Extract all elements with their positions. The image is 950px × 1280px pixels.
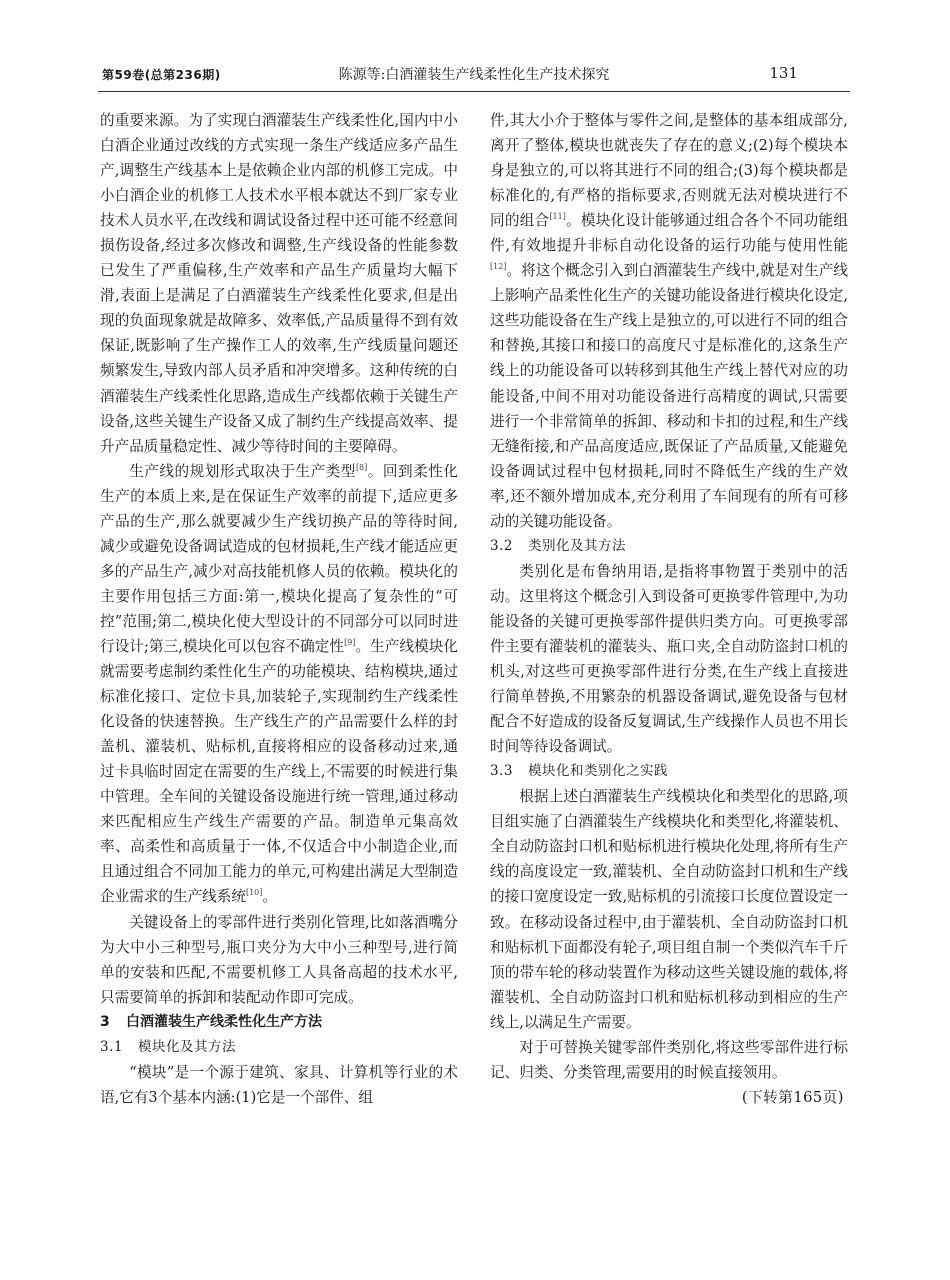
citation: [8] (355, 462, 368, 472)
paragraph: “模块”是一个源于建筑、家具、计算机等行业的术语,它有3个基本内涵:(1)它是一个部件、组 (100, 1063, 458, 1106)
paragraph: 关键设备上的零部件进行类别化管理,比如落酒嘴分为大中小三种型号,瓶口夹分为大中小三种型号,进行简单的安装和匹配,不需要机修工人具备高超的技术水平,只需要简单的拆卸和装配动作即可完成。 (100, 913, 458, 1006)
paragraph: 对于可替换关键零部件类别化,将这些零部件进行标记、归类、分类管理,需要用的时候直接领用。 (490, 1038, 848, 1081)
text-span: 生产线的规划形式取决于生产类型 (129, 462, 356, 480)
running-title: 陈源等:白酒灌装生产线柔性化生产技术探究 (338, 67, 610, 83)
subsection-heading (100, 1035, 458, 1060)
continued-note: (下转第165页) (741, 1088, 844, 1106)
text-span: 。模块化设计能够通过组合各个不同功能组件,有效地提升非标自动化设备的运行功能与使用性能 (490, 212, 848, 255)
paragraph: 的重要来源。为了实现白酒灌装生产线柔性化,国内中小白酒企业通过改线的方式实现一条生产线适应多产品生产,调整生产线基本上是依赖企业内部的机修工完成。中小白酒企业的机修工人技术水平根本就达不到厂家专业技术人员水平,在改线和调试设备过程中还可能不经意间损伤设备,经过多次修改和调整,生产线设备的性能参数已发生了严重偏移,生产效率和产品生产质量均大幅下滑,表面上是满足了白酒灌装生产线柔性化要求,但是出现的负面现象就是故障多、效率低,产品质量得不到有效保证,既影响了生产操作工人的效率,生产线质量问题还频繁发生,导致内部人员矛盾和冲突增多。这种传统的白酒灌装生产线柔性化思路,造成生产线都依赖于关键生产设备,这些关键生产设备又成了制约生产线提高效率、提升产品质量稳定性、减少等待时间的主要障碍。 (100, 112, 458, 455)
citation: [11] (549, 212, 566, 222)
subsection-number: 3.3 (490, 763, 513, 780)
section-title: 白酒灌装生产线柔性化生产方法 (126, 1013, 322, 1030)
page-header (98, 64, 850, 86)
section-number: 3 (100, 1013, 110, 1030)
subsection-heading (490, 534, 848, 559)
paragraph: 类别化是布鲁纳用语,是指将事物置于类别中的活动。这里将这个概念引入到设备可更换零件管理中,为功能设备的关键可更换零部件提供归类方向。可更换零部件主要有灌装机的灌装头、瓶口夹,全自动防盗封口机的机头,对这些可更换零部件进行分类,在生产线上直接进行简单替换,不用繁杂的机器设备调试,避免设备与包材配合不好造成的设备反复调试,生产线操作人员也不用长时间等待设备调试。 (490, 562, 848, 756)
citation: [10] (245, 888, 263, 898)
subsection-title: 类别化及其方法 (528, 537, 626, 554)
text-span: 。将这个概念引入到白酒灌装生产线中,就是对生产线上影响产品柔性化生产的关键功能设备进行模块化设定,这些功能设备在生产线上是独立的,可以进行不同的组合和替换,其接口和接口的高度尺寸是标准化的,这条生产线上的功能设备可以转移到其他生产线上替代对应的功能设备,中间不用对功能设备进行高精度的调试,只需要进行一个非常简单的拆卸、移动和卡扣的过程,和生产线无缝衔接,和产品高度适应,既保证了产品质量,又能避免设备调试过程中包材损耗,同时不降低生产线的生产效率,还不额外增加成本,充分利用了车间现有的所有可移动的关键功能设备。 (490, 262, 848, 530)
text-span: 。生产线模块化就需要考虑制约柔性化生产的功能模块、结构模块,通过标准化接口、定位卡具,加装轮子,实现制约生产线柔性化设备的快速替换。生产线生产的产品需要什么样的封盖机、灌装机、贴标机,直接将相应的设备移动过来,通过卡具临时固定在需要的生产线上,不需要的时候进行集中管理。全车间的关键设备设施进行统一管理,通过移动来匹配相应生产线生产需要的产品。制造单元集高效率、高柔性和高质量于一体,不仅适合中小制造企业,而且通过组合不同加工能力的单元,可构建出满足大型制造企业需求的生产线系统 (100, 637, 458, 906)
page-number: 131 (769, 64, 798, 82)
section-heading (100, 1010, 458, 1035)
header-rule (98, 91, 850, 92)
citation: [12] (490, 262, 507, 272)
paragraph: 根据上述白酒灌装生产线模块化和类型化的思路,项目组实施了白酒灌装生产线模块化和类型化,将灌装机、全自动防盗封口机和贴标机进行模块化处理,将所有生产线的高度设定一致,灌装机、全自动防盗封口机和生产线的接口宽度设定一致,贴标机的引流接口长度位置设定一致。在移动设备过程中,由于灌装机、全自动防盗封口机和贴标机下面都没有轮子,项目组自制一个类似汽车千斤顶的带车轮的移动装置作为移动这些关键设施的载体,将灌装机、全自动防盗封口机和贴标机移动到相应的生产线上,以满足生产需要。 (490, 788, 848, 1031)
subsection-number: 3.2 (490, 537, 513, 554)
paragraph (100, 459, 458, 910)
journal-issue: 第59卷(总第236期) (102, 68, 221, 82)
left-column (100, 108, 458, 1110)
text-span: 件,其大小介于整体与零件之间,是整体的基本组成部分,离开了整体,模块也就丧失了存在的意义;(2)每个模块本身是独立的,可以将其进行不同的组合;(3)每个模块都是标准化的,有严格的指标要求,否则就无法对模块进行不同的组合 (490, 112, 848, 230)
citation: [9] (344, 637, 356, 647)
paragraph (490, 108, 848, 534)
subsection-title: 模块化及其方法 (138, 1038, 236, 1055)
right-column (490, 108, 848, 1110)
text-span: 。回到柔性化生产的本质上来,是在保证生产效率的前提下,适应更多产品的生产,那么就要减少生产线切换产品的等待时间,减少或避免设备调试造成的包材损耗,生产线才能适应更多的产品生产,减少对高技能机修人员的依赖。模块化的主要作用包括三方面:第一,模块化提高了复杂性的“可控”范围;第二,模块化使大型设计的不同部分可以同时进行设计;第三,模块化可以包容不确定性 (100, 462, 458, 655)
subsection-heading (490, 759, 848, 784)
subsection-title: 模块化和类别化之实践 (528, 763, 668, 780)
subsection-number: 3.1 (100, 1038, 123, 1055)
text-span: 。 (262, 888, 277, 906)
